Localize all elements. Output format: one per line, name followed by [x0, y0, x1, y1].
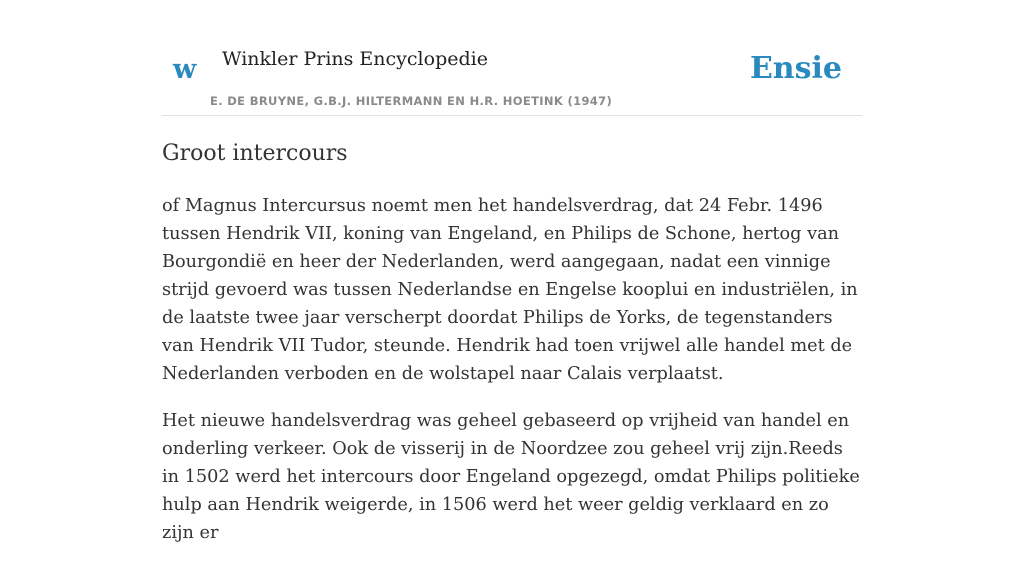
article-title: Groot intercours	[162, 141, 348, 166]
header-divider	[162, 115, 862, 116]
brand-logo[interactable]: Ensie	[749, 51, 842, 86]
site-subtitle: E. DE BRUYNE, G.B.J. HILTERMANN EN H.R. HOETINK (1947)	[210, 94, 613, 108]
article-paragraph: of Magnus Intercursus noemt men het handelsverdrag, dat 24 Febr. 1496 tussen Hendrik VII, koning van Engeland, en Philips de Schone, hertog van Bourgondië en heer der Nederlanden, werd aangegaan, nadat een vinnige strijd gevoerd was tussen Nederlandse en Engelse kooplui en industriëlen, in de laatste twee jaar verscherpt doordat Philips de Yorks, de tegenstanders van Hendrik VII Tudor, steunde. Hendrik had toen vrijwel alle handel met de Nederlanden verboden en de wolstapel naar Calais verplaatst.	[162, 196, 858, 384]
site-title[interactable]: Winkler Prins Encyclopedie	[222, 48, 488, 70]
article-paragraph: Het nieuwe handelsverdrag was geheel gebaseerd op vrijheid van handel en onderling verkeer. Ook de visserij in de Noordzee zou geheel vrij zijn.Reeds in 1502 werd het intercours door Engeland opgezegd, omdat Philips politieke hulp aan Hendrik weigerde, in 1506 werd het weer geldig verklaard en zo zijn er	[162, 411, 860, 543]
site-logo[interactable]: w	[173, 54, 197, 85]
article-body	[162, 192, 862, 566]
